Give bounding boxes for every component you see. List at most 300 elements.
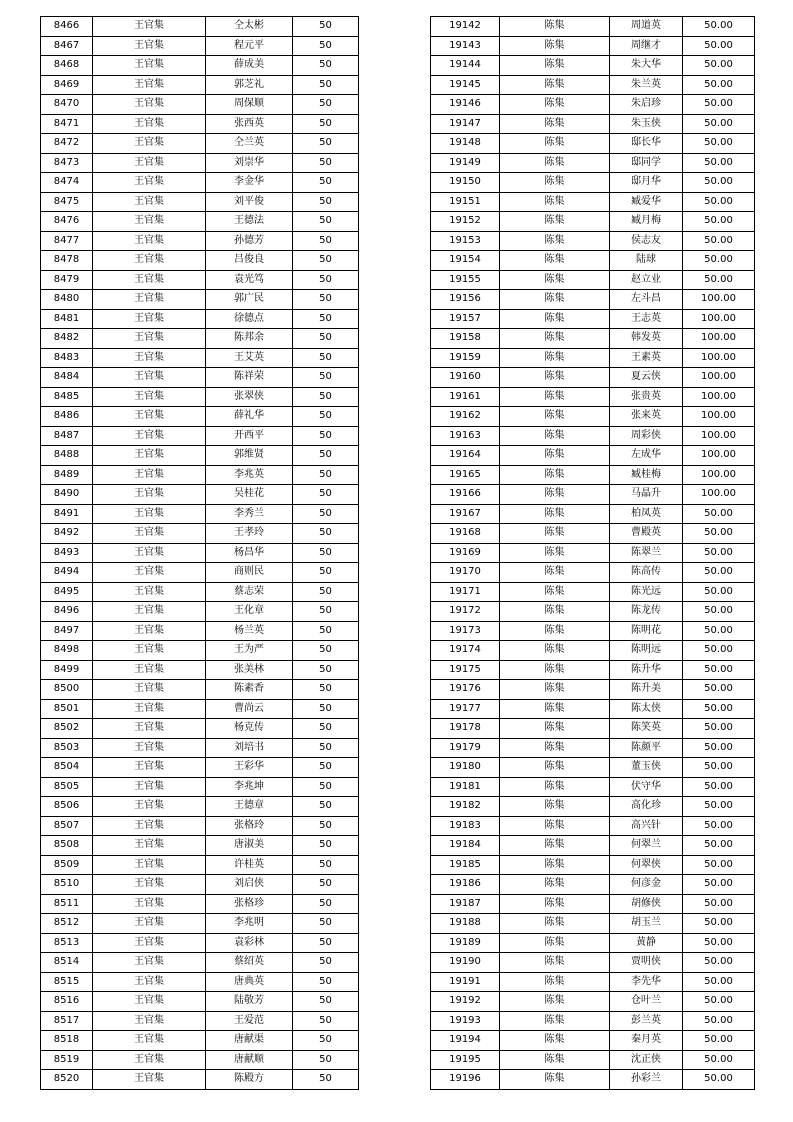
name-cell: 陈笑英 [610,719,683,739]
name-cell: 蔡绍英 [206,953,293,973]
amount-cell: 50 [293,290,359,310]
amount-cell: 50 [293,933,359,953]
table-row [41,680,359,700]
serial-number-cell: 8469 [41,75,93,95]
amount-cell: 100.00 [683,426,755,446]
serial-number-cell: 19179 [431,738,500,758]
table-row [431,855,755,875]
village-cell: 陈集 [500,816,610,836]
serial-number-cell: 8466 [41,17,93,37]
table-row [41,758,359,778]
amount-cell: 50 [293,582,359,602]
village-cell: 陈集 [500,504,610,524]
name-cell: 郭维贤 [206,446,293,466]
serial-number-cell: 8515 [41,972,93,992]
table-row [41,602,359,622]
serial-number-cell: 19143 [431,36,500,56]
name-cell: 邸同学 [610,153,683,173]
village-cell: 陈集 [500,446,610,466]
table-row [41,719,359,739]
village-cell: 陈集 [500,933,610,953]
amount-cell: 50.00 [683,1070,755,1090]
table-row [41,231,359,251]
village-cell: 陈集 [500,95,610,115]
amount-cell: 50.00 [683,153,755,173]
table-row [431,231,755,251]
amount-cell: 50.00 [683,621,755,641]
village-cell: 陈集 [500,953,610,973]
amount-cell: 50 [293,699,359,719]
amount-cell: 50 [293,563,359,583]
table-row [431,368,755,388]
name-cell: 袁彩林 [206,933,293,953]
serial-number-cell: 8506 [41,797,93,817]
name-cell: 袁光笃 [206,270,293,290]
name-cell: 唐淑美 [206,836,293,856]
serial-number-cell: 8472 [41,134,93,154]
village-cell: 陈集 [500,1011,610,1031]
village-cell: 王官集 [93,602,206,622]
serial-number-cell: 8520 [41,1070,93,1090]
village-cell: 王官集 [93,465,206,485]
serial-number-cell: 19163 [431,426,500,446]
serial-number-cell: 8492 [41,524,93,544]
serial-number-cell: 19145 [431,75,500,95]
serial-number-cell: 8496 [41,602,93,622]
table-row [431,797,755,817]
name-cell: 邸长华 [610,134,683,154]
village-cell: 王官集 [93,582,206,602]
amount-cell: 50.00 [683,95,755,115]
amount-cell: 50 [293,17,359,37]
amount-cell: 100.00 [683,290,755,310]
serial-number-cell: 8494 [41,563,93,583]
table-row [41,407,359,427]
table-row [41,972,359,992]
village-cell: 王官集 [93,953,206,973]
amount-cell: 50.00 [683,738,755,758]
table-row [431,563,755,583]
amount-cell: 50 [293,75,359,95]
amount-cell: 50.00 [683,524,755,544]
amount-cell: 50.00 [683,855,755,875]
table-row [431,329,755,349]
amount-cell: 50 [293,719,359,739]
table-row [41,914,359,934]
name-cell: 曹尚云 [206,699,293,719]
village-cell: 王官集 [93,173,206,193]
table-row [41,192,359,212]
name-cell: 杨克传 [206,719,293,739]
amount-cell: 50.00 [683,894,755,914]
name-cell: 夏云侠 [610,368,683,388]
serial-number-cell: 19148 [431,134,500,154]
village-cell: 陈集 [500,1070,610,1090]
table-row [431,153,755,173]
village-cell: 王官集 [93,855,206,875]
serial-number-cell: 19156 [431,290,500,310]
serial-number-cell: 19154 [431,251,500,271]
name-cell: 何翠侠 [610,855,683,875]
name-cell: 陈龙传 [610,602,683,622]
table-row [41,582,359,602]
amount-cell: 50 [293,36,359,56]
table-row [41,1050,359,1070]
name-cell: 刘平俊 [206,192,293,212]
serial-number-cell: 8474 [41,173,93,193]
name-cell: 左成华 [610,446,683,466]
name-cell: 仝太彬 [206,17,293,37]
serial-number-cell: 8483 [41,348,93,368]
name-cell: 仝兰英 [206,134,293,154]
amount-cell: 50 [293,192,359,212]
amount-cell: 50.00 [683,231,755,251]
village-cell: 王官集 [93,75,206,95]
name-cell: 王志英 [610,309,683,329]
serial-number-cell: 19149 [431,153,500,173]
serial-number-cell: 8484 [41,368,93,388]
name-cell: 李金华 [206,173,293,193]
serial-number-cell: 19153 [431,231,500,251]
village-cell: 陈集 [500,348,610,368]
name-cell: 刘启侠 [206,875,293,895]
table-row [431,582,755,602]
name-cell: 陈祥荣 [206,368,293,388]
village-cell: 王官集 [93,212,206,232]
village-cell: 陈集 [500,368,610,388]
serial-number-cell: 19191 [431,972,500,992]
serial-number-cell: 19177 [431,699,500,719]
amount-cell: 50 [293,621,359,641]
village-cell: 王官集 [93,134,206,154]
table-row [41,894,359,914]
serial-number-cell: 19178 [431,719,500,739]
amount-cell: 50 [293,758,359,778]
village-cell: 王官集 [93,914,206,934]
village-cell: 王官集 [93,738,206,758]
name-cell: 陈太侠 [610,699,683,719]
village-cell: 王官集 [93,329,206,349]
amount-cell: 100.00 [683,368,755,388]
name-cell: 徐德点 [206,309,293,329]
amount-cell: 50 [293,738,359,758]
table-row [41,699,359,719]
serial-number-cell: 8481 [41,309,93,329]
amount-cell: 100.00 [683,485,755,505]
village-cell: 王官集 [93,1070,206,1090]
serial-number-cell: 19189 [431,933,500,953]
serial-number-cell: 8512 [41,914,93,934]
village-cell: 陈集 [500,680,610,700]
serial-number-cell: 8511 [41,894,93,914]
village-cell: 王官集 [93,368,206,388]
name-cell: 王孝玲 [206,524,293,544]
village-cell: 王官集 [93,777,206,797]
table-row [431,446,755,466]
name-cell: 朱兰英 [610,75,683,95]
name-cell: 薛成美 [206,56,293,76]
village-cell: 陈集 [500,543,610,563]
amount-cell: 50 [293,426,359,446]
table-row [431,894,755,914]
name-cell: 周彩侠 [610,426,683,446]
serial-number-cell: 19142 [431,17,500,37]
amount-cell: 50 [293,407,359,427]
table-row [431,719,755,739]
table-row [41,641,359,661]
table-row [431,75,755,95]
name-cell: 张贵英 [610,387,683,407]
amount-cell: 50 [293,387,359,407]
serial-number-cell: 8518 [41,1031,93,1051]
amount-cell: 50.00 [683,933,755,953]
village-cell: 王官集 [93,641,206,661]
table-row [431,290,755,310]
village-cell: 王官集 [93,348,206,368]
name-cell: 张格珍 [206,894,293,914]
name-cell: 李秀兰 [206,504,293,524]
village-cell: 陈集 [500,329,610,349]
village-cell: 王官集 [93,563,206,583]
serial-number-cell: 19151 [431,192,500,212]
village-cell: 王官集 [93,894,206,914]
name-cell: 陈明花 [610,621,683,641]
table-row [431,1070,755,1090]
table-row [41,992,359,1012]
name-cell: 张翠侠 [206,387,293,407]
name-cell: 郭广民 [206,290,293,310]
name-cell: 胡玉兰 [610,914,683,934]
serial-number-cell: 19195 [431,1050,500,1070]
name-cell: 邸月华 [610,173,683,193]
serial-number-cell: 8479 [41,270,93,290]
village-cell: 王官集 [93,836,206,856]
table-row [41,173,359,193]
name-cell: 杨昌华 [206,543,293,563]
serial-number-cell: 19171 [431,582,500,602]
table-row [41,56,359,76]
serial-number-cell: 8505 [41,777,93,797]
name-cell: 王彩华 [206,758,293,778]
amount-cell: 100.00 [683,309,755,329]
village-cell: 陈集 [500,465,610,485]
amount-cell: 50 [293,855,359,875]
village-cell: 王官集 [93,524,206,544]
table-row [41,485,359,505]
village-cell: 王官集 [93,660,206,680]
table-row [41,1011,359,1031]
table-row [41,290,359,310]
name-cell: 黄静 [610,933,683,953]
serial-number-cell: 19168 [431,524,500,544]
amount-cell: 50 [293,329,359,349]
village-cell: 王官集 [93,426,206,446]
table-row [41,251,359,271]
amount-cell: 50.00 [683,875,755,895]
serial-number-cell: 19161 [431,387,500,407]
amount-cell: 50 [293,56,359,76]
table-row [41,816,359,836]
village-cell: 王官集 [93,290,206,310]
village-cell: 陈集 [500,719,610,739]
serial-number-cell: 8503 [41,738,93,758]
village-cell: 陈集 [500,407,610,427]
serial-number-cell: 8468 [41,56,93,76]
village-cell: 陈集 [500,212,610,232]
amount-cell: 50 [293,660,359,680]
name-cell: 薛礼华 [206,407,293,427]
name-cell: 郭芝礼 [206,75,293,95]
village-cell: 王官集 [93,407,206,427]
village-cell: 陈集 [500,992,610,1012]
table-row [431,972,755,992]
amount-cell: 50 [293,134,359,154]
table-row [41,114,359,134]
village-cell: 王官集 [93,270,206,290]
village-cell: 王官集 [93,17,206,37]
amount-cell: 50 [293,836,359,856]
village-cell: 王官集 [93,1031,206,1051]
name-cell: 陈明远 [610,641,683,661]
amount-cell: 50 [293,95,359,115]
serial-number-cell: 8490 [41,485,93,505]
serial-number-cell: 19196 [431,1070,500,1090]
amount-cell: 50.00 [683,582,755,602]
serial-number-cell: 19185 [431,855,500,875]
amount-cell: 50.00 [683,75,755,95]
name-cell: 张西英 [206,114,293,134]
serial-number-cell: 19157 [431,309,500,329]
amount-cell: 50 [293,465,359,485]
name-cell: 伏守华 [610,777,683,797]
table-row [41,368,359,388]
serial-number-cell: 8475 [41,192,93,212]
amount-cell: 50.00 [683,36,755,56]
village-cell: 陈集 [500,602,610,622]
amount-cell: 50 [293,1011,359,1031]
serial-number-cell: 8519 [41,1050,93,1070]
amount-cell: 50.00 [683,270,755,290]
table-row [41,563,359,583]
amount-cell: 50.00 [683,563,755,583]
serial-number-cell: 19158 [431,329,500,349]
village-cell: 王官集 [93,875,206,895]
amount-cell: 50.00 [683,758,755,778]
serial-number-cell: 8509 [41,855,93,875]
amount-cell: 50 [293,270,359,290]
table-row [41,777,359,797]
amount-cell: 50.00 [683,192,755,212]
village-cell: 陈集 [500,1050,610,1070]
amount-cell: 50.00 [683,777,755,797]
table-row [431,134,755,154]
name-cell: 王为严 [206,641,293,661]
name-cell: 吕俊良 [206,251,293,271]
name-cell: 秦月英 [610,1031,683,1051]
village-cell: 陈集 [500,114,610,134]
amount-cell: 100.00 [683,387,755,407]
amount-cell: 50.00 [683,992,755,1012]
name-cell: 程元平 [206,36,293,56]
village-cell: 王官集 [93,153,206,173]
village-cell: 王官集 [93,972,206,992]
village-cell: 陈集 [500,777,610,797]
village-cell: 陈集 [500,1031,610,1051]
table-row [41,1031,359,1051]
amount-cell: 50.00 [683,1050,755,1070]
serial-number-cell: 19172 [431,602,500,622]
village-cell: 陈集 [500,699,610,719]
village-cell: 陈集 [500,855,610,875]
village-cell: 陈集 [500,836,610,856]
serial-number-cell: 8482 [41,329,93,349]
name-cell: 侯志友 [610,231,683,251]
amount-cell: 50.00 [683,972,755,992]
amount-cell: 50.00 [683,953,755,973]
name-cell: 臧爱华 [610,192,683,212]
amount-cell: 50.00 [683,504,755,524]
serial-number-cell: 8516 [41,992,93,1012]
amount-cell: 50 [293,972,359,992]
name-cell: 许桂英 [206,855,293,875]
left-table-body [41,17,359,1090]
table-row [41,17,359,37]
village-cell: 陈集 [500,875,610,895]
table-row [41,660,359,680]
table-row [41,797,359,817]
village-cell: 陈集 [500,17,610,37]
table-row [41,855,359,875]
table-row [431,36,755,56]
amount-cell: 50.00 [683,1031,755,1051]
village-cell: 陈集 [500,231,610,251]
amount-cell: 50.00 [683,114,755,134]
village-cell: 王官集 [93,680,206,700]
name-cell: 柏凤英 [610,504,683,524]
serial-number-cell: 19169 [431,543,500,563]
village-cell: 陈集 [500,582,610,602]
name-cell: 王爱范 [206,1011,293,1031]
village-cell: 陈集 [500,36,610,56]
village-cell: 王官集 [93,1050,206,1070]
amount-cell: 50 [293,446,359,466]
name-cell: 张来英 [610,407,683,427]
name-cell: 商则民 [206,563,293,583]
name-cell: 何翠兰 [610,836,683,856]
village-cell: 陈集 [500,797,610,817]
village-cell: 王官集 [93,758,206,778]
village-cell: 陈集 [500,56,610,76]
serial-number-cell: 8495 [41,582,93,602]
table-row [41,153,359,173]
amount-cell: 50 [293,777,359,797]
serial-number-cell: 19192 [431,992,500,1012]
village-cell: 陈集 [500,914,610,934]
table-row [41,1070,359,1090]
amount-cell: 50 [293,309,359,329]
name-cell: 韩发英 [610,329,683,349]
amount-cell: 100.00 [683,407,755,427]
table-row [41,621,359,641]
village-cell: 陈集 [500,251,610,271]
village-cell: 王官集 [93,387,206,407]
table-row [431,758,755,778]
serial-number-cell: 19166 [431,485,500,505]
table-row [431,738,755,758]
name-cell: 孙德芳 [206,231,293,251]
table-row [431,953,755,973]
village-cell: 陈集 [500,173,610,193]
